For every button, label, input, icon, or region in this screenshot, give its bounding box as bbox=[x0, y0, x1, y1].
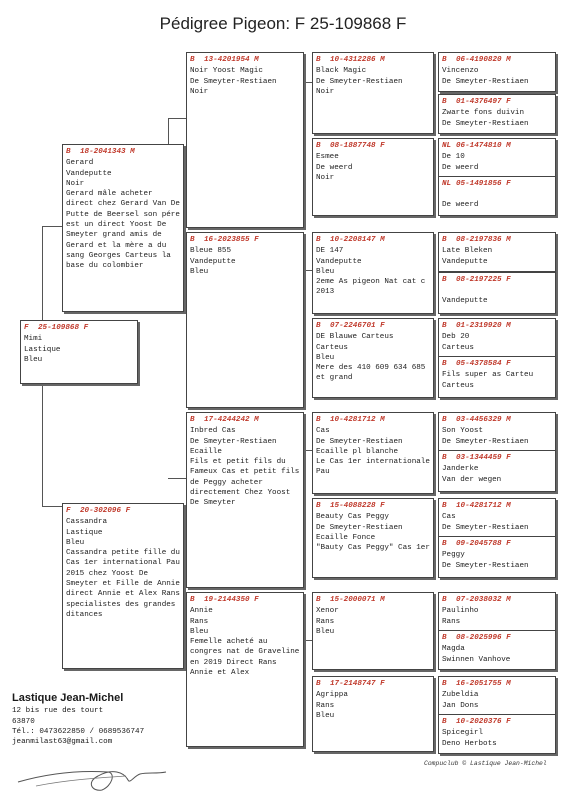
pedigree-card-gen4[interactable] bbox=[438, 630, 556, 670]
card-header: B 07-2246701 F bbox=[316, 322, 385, 330]
pedigree-card-gen4[interactable] bbox=[438, 318, 556, 358]
card-details: Spicegirl Deno Herbots bbox=[442, 729, 497, 748]
signature-image bbox=[16, 756, 176, 796]
card-details: De 10 De weerd bbox=[442, 153, 479, 172]
card-header: B 15-2000071 M bbox=[316, 596, 385, 604]
card-details: Bleue 855 Vandeputte Bleu bbox=[190, 247, 236, 276]
footer-credit: Compuclub © Lastique Jean-Michel bbox=[424, 760, 547, 767]
card-header: NL 05-1491856 F bbox=[442, 180, 511, 188]
pedigree-card-gen4[interactable] bbox=[438, 356, 556, 398]
card-header: B 10-4312286 M bbox=[316, 56, 385, 64]
card-header: B 18-2041343 M bbox=[66, 148, 135, 156]
card-header: B 13-4201954 M bbox=[190, 56, 259, 64]
pedigree-card-gen3[interactable] bbox=[312, 498, 434, 578]
card-details: Beauty Cas Peggy De Smeyter-Restiaen Ecaille Fonce "Bauty Cas Peggy" Cas 1er bbox=[316, 513, 430, 553]
card-header: B 09-2045788 F bbox=[442, 540, 511, 548]
connector-line bbox=[168, 478, 186, 479]
card-details: Cas De Smeyter-Restiaen bbox=[442, 513, 529, 532]
pedigree-card-gen4[interactable] bbox=[438, 536, 556, 578]
card-details: De weerd bbox=[442, 201, 479, 210]
card-header: B 10-4281712 M bbox=[442, 502, 511, 510]
pedigree-card-gen2[interactable] bbox=[186, 232, 304, 408]
card-header: B 16-2023855 F bbox=[190, 236, 259, 244]
pedigree-card-gen4[interactable] bbox=[438, 498, 556, 538]
card-details: Inbred Cas De Smeyter-Restiaen Ecaille Fils et petit fils du Fameux Cas et petit fils de Peggy acheter directement Chez Yoost De Smeyter bbox=[190, 427, 300, 508]
card-header: B 08-2025996 F bbox=[442, 634, 511, 642]
card-header: B 19-2144350 F bbox=[190, 596, 259, 604]
owner-address: 12 bis rue des tourt bbox=[12, 707, 104, 716]
card-header: B 10-2208147 M bbox=[316, 236, 385, 244]
card-details: Paulinho Rans bbox=[442, 607, 479, 626]
owner-info bbox=[12, 693, 144, 747]
pedigree-card-gen4[interactable] bbox=[438, 676, 556, 716]
card-header: F 20-302096 F bbox=[66, 507, 131, 515]
card-details: Mimi Lastique Bleu bbox=[24, 335, 61, 364]
connector-line bbox=[42, 226, 62, 227]
pedigree-card-sire[interactable] bbox=[62, 144, 184, 312]
connector-line bbox=[168, 118, 186, 119]
card-details: DE Blauwe Carteus Carteus Bleu Mere des 410 609 634 685 et grand bbox=[316, 333, 426, 383]
card-details: Noir Yoost Magic De Smeyter-Restiaen Noir bbox=[190, 67, 277, 96]
pedigree-card-gen3[interactable] bbox=[312, 138, 434, 216]
pedigree-card-gen4[interactable] bbox=[438, 176, 556, 216]
card-details: DE 147 Vandeputte Bleu 2eme As pigeon Nat cat c 2013 bbox=[316, 247, 426, 297]
card-header: F 25-109868 F bbox=[24, 324, 89, 332]
owner-name: Lastique Jean-Michel bbox=[12, 692, 124, 704]
card-header: B 05-4378584 F bbox=[442, 360, 511, 368]
pedigree-card-gen4[interactable] bbox=[438, 450, 556, 492]
pedigree-card-gen2[interactable] bbox=[186, 52, 304, 228]
pedigree-card-gen4[interactable] bbox=[438, 592, 556, 632]
pedigree-card-gen3[interactable] bbox=[312, 676, 434, 752]
card-header: B 08-2197836 M bbox=[442, 236, 511, 244]
card-header: B 01-2319920 M bbox=[442, 322, 511, 330]
owner-postcode: 63870 bbox=[12, 717, 35, 726]
card-header: B 03-4456329 M bbox=[442, 416, 511, 424]
card-details: Janderke Van der wegen bbox=[442, 465, 502, 484]
pedigree-card-subject[interactable] bbox=[20, 320, 138, 384]
pedigree-card-gen3[interactable] bbox=[312, 232, 434, 314]
card-details: Son Yoost De Smeyter-Restiaen bbox=[442, 427, 529, 446]
card-details: Cassandra Lastique Bleu Cassandra petite fille du Cas 1er international Pau 2015 chez Yoost De Smeyter et Fille de Annie direct Annie et Alex Rans specialistes des grandes ditances bbox=[66, 518, 180, 619]
card-header: NL 06-1474810 M bbox=[442, 142, 511, 150]
pedigree-card-gen2[interactable] bbox=[186, 412, 304, 588]
card-header: B 08-1887748 F bbox=[316, 142, 385, 150]
card-details: Vincenzo De Smeyter-Restiaen bbox=[442, 67, 529, 86]
connector-line bbox=[42, 384, 43, 506]
pedigree-card-gen3[interactable] bbox=[312, 592, 434, 670]
card-details: Cas De Smeyter-Restiaen Ecaille pl blanche Le Cas 1er internationale Pau bbox=[316, 427, 430, 477]
card-details: Gerard Vandeputte Noir Gerard mâle acheter direct chez Gerard Van De Putte de Beersel son pére est un direct Yoost De Smeyter grand amis de Gerard et la mère a du sang Georges Carteus la base du colombier bbox=[66, 159, 180, 271]
card-header: B 01-4376497 F bbox=[442, 98, 511, 106]
card-header: B 08-2197225 F bbox=[442, 276, 511, 284]
owner-phone: Tél.: 0473622850 / 0689536747 bbox=[12, 727, 145, 736]
pedigree-card-gen3[interactable] bbox=[312, 412, 434, 494]
pedigree-card-gen4[interactable] bbox=[438, 94, 556, 134]
card-header: B 17-4244242 M bbox=[190, 416, 259, 424]
pedigree-card-gen4[interactable] bbox=[438, 714, 556, 754]
pedigree-card-gen4[interactable] bbox=[438, 412, 556, 452]
pedigree-card-gen3[interactable] bbox=[312, 52, 434, 134]
card-details: Xenor Rans Bleu bbox=[316, 607, 339, 636]
pedigree-card-gen4[interactable] bbox=[438, 138, 556, 178]
card-header: B 15-4088228 F bbox=[316, 502, 385, 510]
pedigree-card-gen4[interactable] bbox=[438, 232, 556, 272]
card-details: Fils super as Carteu Carteus bbox=[442, 371, 534, 390]
card-details: Annie Rans Bleu Femelle acheté au congres nat de Graveline en 2019 Direct Rans Annie et Alex bbox=[190, 607, 300, 678]
owner-email[interactable]: jeanmilast63@gmail.com bbox=[12, 738, 113, 747]
pedigree-card-gen4[interactable] bbox=[438, 272, 556, 314]
card-details: Esmee De weerd Noir bbox=[316, 153, 353, 182]
card-details: Magda Swinnen Vanhove bbox=[442, 645, 511, 664]
pedigree-card-gen2[interactable] bbox=[186, 592, 304, 747]
card-details: Deb 20 Carteus bbox=[442, 333, 474, 352]
pedigree-card-gen4[interactable] bbox=[438, 52, 556, 92]
card-details: Zubeldia Jan Dons bbox=[442, 691, 479, 710]
card-details: Late Bleken Vandeputte bbox=[442, 247, 493, 266]
connector-line bbox=[168, 118, 169, 144]
pedigree-card-gen3[interactable] bbox=[312, 318, 434, 398]
pedigree-card-dam[interactable] bbox=[62, 503, 184, 669]
card-header: B 07-2038032 M bbox=[442, 596, 511, 604]
page-title: Pédigree Pigeon: F 25-109868 F bbox=[159, 14, 407, 33]
card-details: Peggy De Smeyter-Restiaen bbox=[442, 551, 529, 570]
card-details: Agrippa Rans Bleu bbox=[316, 691, 348, 720]
card-details: Vandeputte bbox=[442, 297, 488, 306]
card-header: B 06-4190820 M bbox=[442, 56, 511, 64]
card-header: B 17-2148747 F bbox=[316, 680, 385, 688]
card-header: B 10-4281712 M bbox=[316, 416, 385, 424]
card-header: B 03-1344459 F bbox=[442, 454, 511, 462]
connector-line bbox=[42, 506, 62, 507]
card-header: B 10-2020376 F bbox=[442, 718, 511, 726]
card-details: Zwarte fons duivin De Smeyter-Restiaen bbox=[442, 109, 529, 128]
connector-line bbox=[42, 226, 43, 322]
card-details: Black Magic De Smeyter-Restiaen Noir bbox=[316, 67, 403, 96]
card-header: B 16-2051755 M bbox=[442, 680, 511, 688]
